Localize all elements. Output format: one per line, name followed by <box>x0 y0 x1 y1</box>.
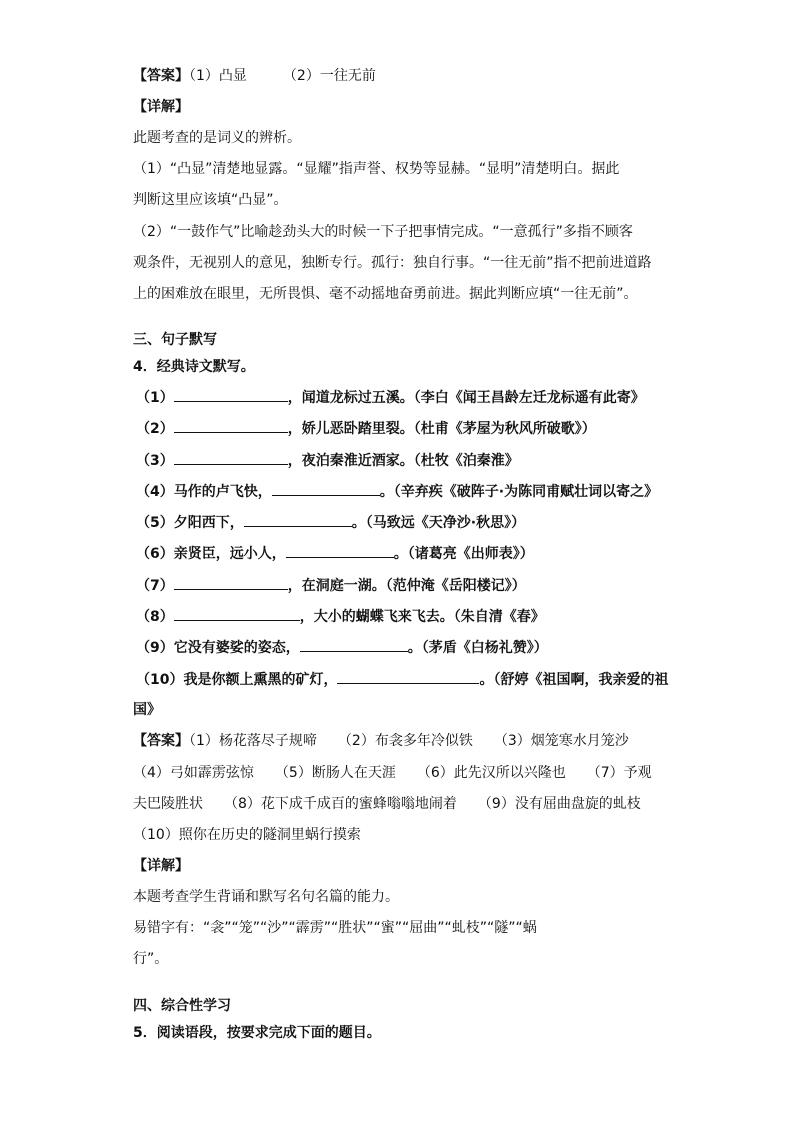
item-number: （4） <box>136 484 174 500</box>
item-pre-text: 亲贤臣，远小人， <box>173 546 286 562</box>
item-pre-text: 我是你额上熏黑的矿灯， <box>183 672 338 688</box>
q4-title: 4．经典诗文默写。 <box>133 359 255 375</box>
answer-blank[interactable] <box>174 451 288 465</box>
q3-p2-line2: 观条件，无视别人的意见，独断专行。孤行：独自行事。“一往无前”指不把前进道路 <box>133 255 652 271</box>
answer-tag: 【答案】 <box>133 68 189 84</box>
item-text: ，夜泊秦淮近酒家。（杜牧《泊秦淮》 <box>287 453 519 469</box>
q4-answer-line1 <box>133 731 629 751</box>
item-number: （10） <box>136 672 184 688</box>
item-number: （3） <box>136 453 174 469</box>
item-text: 。（辛弃疾《破阵子·为陈同甫赋壮词以寄之》 <box>379 484 659 500</box>
item-text: 。（茅盾《白杨礼赞》） <box>407 640 548 656</box>
answer-tag: 【答案】 <box>133 733 189 749</box>
answer-blank[interactable] <box>286 544 394 558</box>
item-number: （8） <box>136 609 174 625</box>
item-pre-text: 夕阳西下， <box>173 515 244 531</box>
item-pre-text: 它没有婆娑的姿态， <box>173 640 300 656</box>
q3-answer-2: （2）一往无前 <box>282 68 376 84</box>
dictation-item-7 <box>136 576 526 596</box>
item-number: （6） <box>136 546 174 562</box>
q4-detail-line3: 行”。 <box>133 951 169 967</box>
answer-blank[interactable] <box>300 638 408 652</box>
dictation-item-2 <box>136 419 596 439</box>
q3-detail-tag: 【详解】 <box>133 99 189 115</box>
answer-blank[interactable] <box>272 482 380 496</box>
q4-detail-tag: 【详解】 <box>133 858 189 874</box>
item-text: ，闻道龙标过五溪。（李白《闻王昌龄左迁龙标遥有此寄》 <box>287 390 645 406</box>
item-pre-text: 马作的卢飞快， <box>173 484 272 500</box>
dictation-item-8 <box>136 607 545 627</box>
item-text: ，大小的蝴蝶飞来飞去。（朱自清《春》 <box>299 609 545 625</box>
dictation-item-1 <box>136 388 645 408</box>
answer-blank[interactable] <box>244 513 352 527</box>
item-text: 。（诸葛亮《出师表》） <box>393 546 534 562</box>
q3-p1-line2: 判断这里应该填“凸显”。 <box>133 192 288 208</box>
dictation-item-9 <box>136 638 548 658</box>
answer-blank[interactable] <box>174 388 288 402</box>
dictation-item-10 <box>136 670 668 690</box>
answer-blank[interactable] <box>174 607 300 621</box>
item-text: 。（舒婷《祖国啊，我亲爱的祖 <box>479 672 669 688</box>
answer-blank[interactable] <box>337 670 479 684</box>
q4-answer-line2: （4）弓如霹雳弦惊 （5）断肠人在天涯 （6）此先汉所以兴隆也 （7）予观 <box>133 765 652 781</box>
item-number: （2） <box>136 421 174 437</box>
q3-answer-line <box>133 66 376 86</box>
item-number: （1） <box>136 390 174 406</box>
item-number: （9） <box>136 640 174 656</box>
item-text: 。（马致远《天净沙·秋思》） <box>351 515 526 531</box>
answer-text: （1）杨花落尽子规啼 （2）布衾多年冷似铁 （3）烟笼寒水月笼沙 <box>189 733 629 749</box>
dictation-item-6 <box>136 544 534 564</box>
dictation-item-3 <box>136 451 519 471</box>
item-text: ，娇儿恶卧踏里裂。（杜甫《茅屋为秋风所破歌》） <box>287 421 596 437</box>
dictation-item-4 <box>136 482 658 502</box>
section3-heading: 三、句子默写 <box>133 332 217 348</box>
q3-intro: 此题考查的是词义的辨析。 <box>133 130 301 146</box>
q4-detail-line2: 易错字有：“衾”“笼”“沙”“霹雳”“胜状”“蜜”“屈曲”“虬枝”“隧”“蜗 <box>133 920 537 936</box>
q4-answer-line3: 夫巴陵胜状 （8）花下成千成百的蜜蜂嗡嗡地闹着 （9）没有屈曲盘旋的虬枝 <box>133 796 641 812</box>
q5-title: 5．阅读语段，按要求完成下面的题目。 <box>133 1025 381 1041</box>
q4-answer-line4: （10）照你在历史的隧洞里蜗行摸索 <box>133 827 361 843</box>
q3-p2-line1: （2）“一鼓作气”比喻趁劲头大的时候一下子把事情完成。“一意孤行”多指不顾客 <box>133 224 633 240</box>
q4-detail-line1: 本题考查学生背诵和默写名句名篇的能力。 <box>133 889 399 905</box>
dictation-item-10-continued: 国》 <box>133 702 161 718</box>
dictation-item-5 <box>136 513 525 533</box>
q3-p1-line1: （1）“凸显”清楚地显露。“显耀”指声誉、权势等显赫。“显明”清楚明白。据此 <box>133 161 620 177</box>
section4-heading: 四、综合性学习 <box>133 998 231 1014</box>
item-number: （5） <box>136 515 174 531</box>
answer-blank[interactable] <box>174 419 288 433</box>
item-number: （7） <box>136 578 174 594</box>
q3-p2-line3: 上的困难放在眼里，无所畏惧、毫不动摇地奋勇前进。据此判断应填“一往无前”。 <box>133 286 638 302</box>
answer-blank[interactable] <box>174 576 288 590</box>
item-text: ，在洞庭一湖。（范仲淹《岳阳楼记》） <box>287 578 526 594</box>
q3-answer-1: （1）凸显 <box>189 68 247 84</box>
